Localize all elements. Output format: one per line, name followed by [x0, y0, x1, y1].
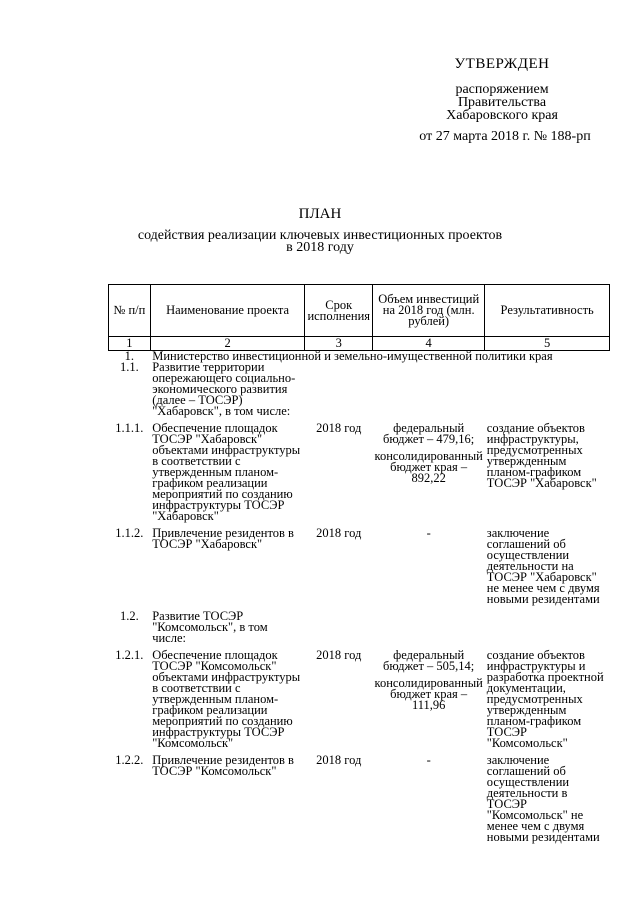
header-num: № п/п	[109, 285, 151, 337]
project-name: Обеспечение площадок ТОСЭР "Комсомольск" объектами инфраструктуры в соответствии с утвержденным планом-графиком реализации мероприятий по созданию инфраструктуры ТОСЭР "Комсомольск"	[152, 648, 301, 750]
column-number: 3	[305, 337, 373, 351]
project-result: создание объектов инфраструктуры, предусмотренных утвержденным планом-графиком ТОСЭР "Хабаровск"	[486, 421, 597, 490]
table-row	[109, 528, 610, 605]
project-investment	[373, 423, 485, 522]
row-number: 1.1.2.	[115, 526, 144, 540]
project-term: 2018 год	[316, 421, 362, 435]
header-result: Результативность	[485, 285, 610, 337]
project-name: Развитие территории опережающего социально-экономического развития (далее – ТОСЭР) "Хабаровск", в том числе:	[152, 360, 296, 418]
title-plan: ПЛАН	[298, 206, 342, 222]
row-number: 1.1.1.	[115, 421, 144, 435]
section-title: Министерство инвестиционной и земельно-имущественной политики края	[152, 349, 553, 363]
investment-federal: федеральный бюджет – 479,16;	[383, 421, 475, 446]
project-name: Привлечение резидентов в ТОСЭР "Хабаровск"	[152, 526, 294, 551]
column-number: 5	[485, 337, 610, 351]
project-result: заключение соглашений об осуществлении деятельности в ТОСЭР "Комсомольск" не менее чем с двумя новыми резидентами	[486, 753, 600, 844]
project-result: создание объектов инфраструктуры и разработка проектной документации, предусмотренных утвержденным планом-графиком ТОСЭР "Комсомольск"	[486, 648, 604, 750]
column-number: 2	[150, 337, 305, 351]
project-term: 2018 год	[316, 753, 362, 767]
header-name: Наименование проекта	[150, 285, 305, 337]
row-number: 1.2.	[119, 609, 139, 623]
document-title	[120, 208, 520, 254]
approval-stamp	[402, 56, 602, 144]
investment-regional: консолидированный бюджет края – 111,96	[374, 676, 483, 712]
table-row	[109, 611, 610, 644]
project-investment	[373, 650, 485, 749]
approval-date: от 27 марта 2018 г. № 188-рп	[419, 129, 591, 144]
column-number: 4	[373, 337, 485, 351]
table-row	[109, 423, 610, 522]
investment-federal: федеральный бюджет – 505,14;	[383, 648, 475, 673]
project-investment: -	[426, 753, 431, 767]
header-investment: Объем инвестиций на 2018 год (млн. рублей)	[373, 285, 485, 337]
approval-line-2: Правительства	[457, 95, 547, 110]
row-number: 1.	[124, 349, 135, 363]
investment-regional: консолидированный бюджет края – 892,22	[374, 449, 483, 485]
title-line-1: содействия реализации ключевых инвестиционных проектов	[137, 228, 503, 243]
title-line-2: в 2018 году	[286, 240, 354, 255]
approval-line-1: распоряжением	[455, 82, 549, 97]
row-number: 1.1.	[119, 360, 139, 374]
project-investment: -	[426, 526, 431, 540]
table-row	[109, 362, 610, 417]
approval-heading: УТВЕРЖДЕН	[454, 56, 550, 72]
table-row	[109, 650, 610, 749]
project-term: 2018 год	[316, 526, 362, 540]
project-term: 2018 год	[316, 648, 362, 662]
header-term: Срок исполнения	[305, 285, 373, 337]
approval-line-3: Хабаровского края	[446, 108, 558, 123]
project-result: заключение соглашений об осуществлении деятельности на ТОСЭР "Хабаровск" не менее чем с двумя новыми резидентами	[486, 526, 600, 606]
column-number: 1	[109, 337, 151, 351]
project-name: Привлечение резидентов в ТОСЭР "Комсомольск"	[152, 753, 294, 778]
row-number: 1.2.2.	[115, 753, 144, 767]
project-name: Обеспечение площадок ТОСЭР "Хабаровск" объектами инфраструктуры в соответствии с утвержденным планом-графиком реализации мероприятий по созданию инфраструктуры ТОСЭР "Хабаровск"	[152, 421, 301, 523]
plan-table	[108, 284, 610, 843]
table-row	[109, 755, 610, 843]
table-header-row	[109, 285, 610, 337]
project-name: Развитие ТОСЭР "Комсомольск", в том числе:	[152, 609, 268, 645]
row-number: 1.2.1.	[115, 648, 144, 662]
